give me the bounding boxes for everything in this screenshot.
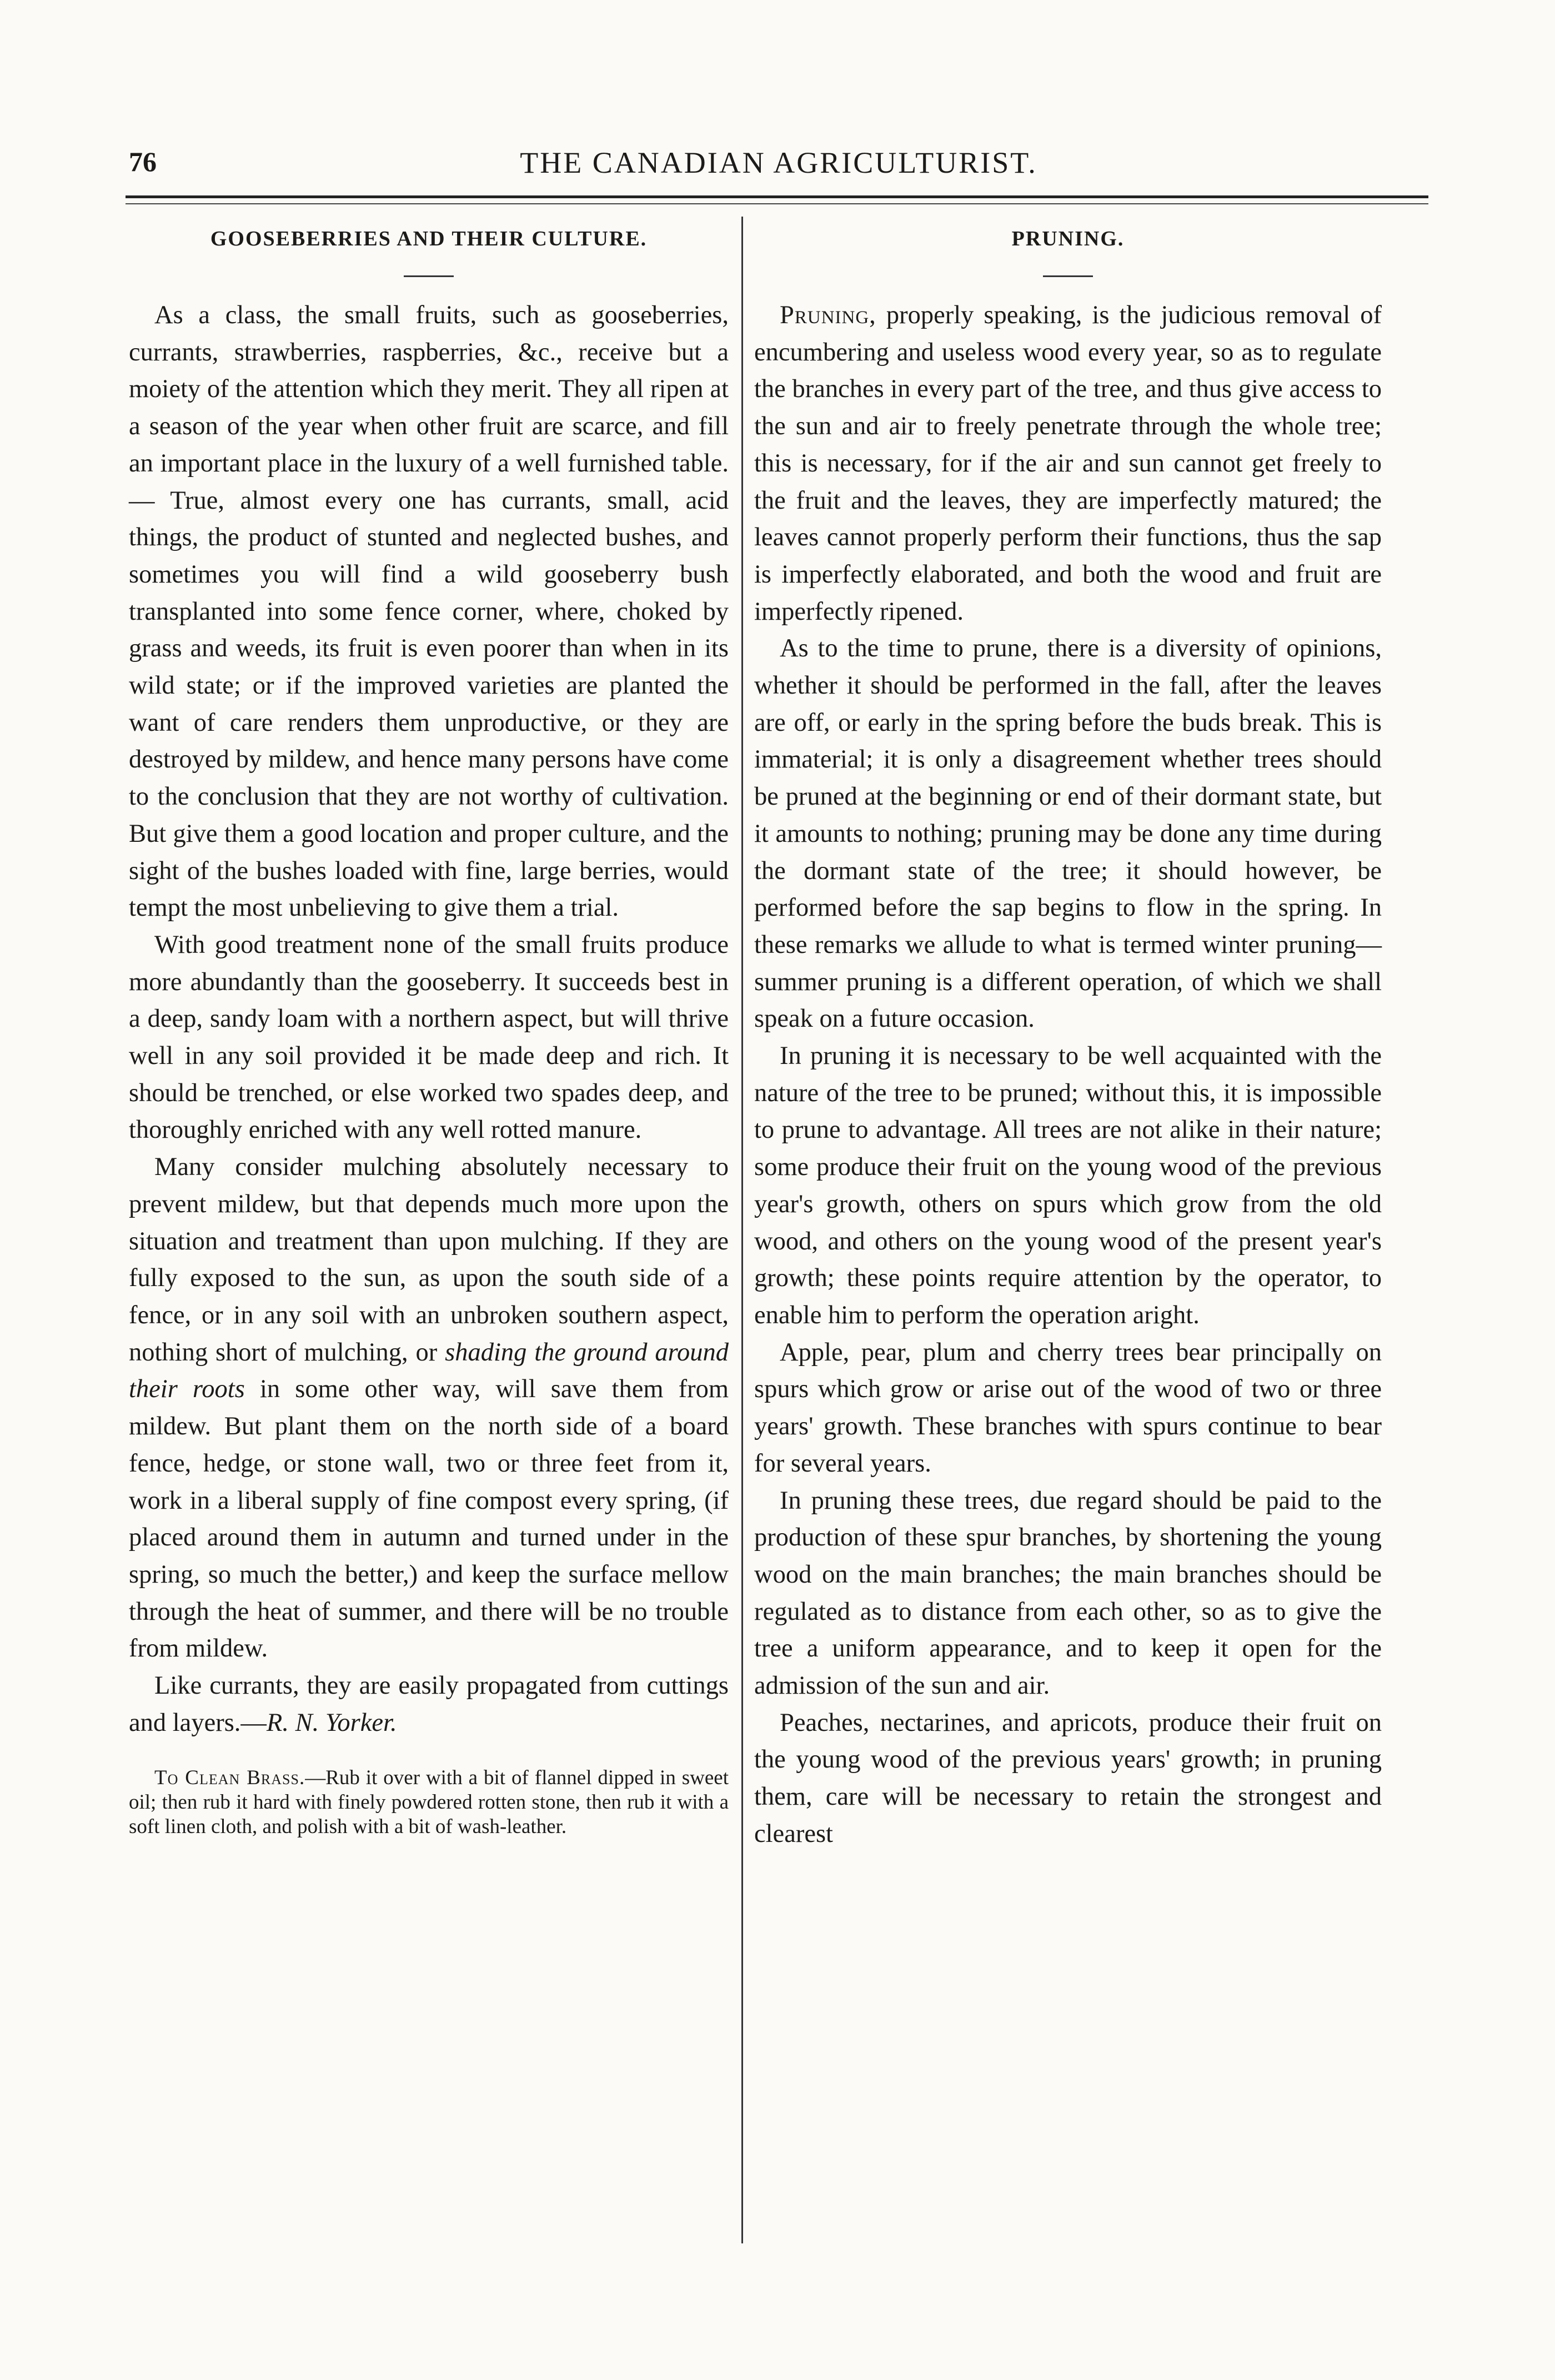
gooseberries-paragraph-1: As a class, the small fruits, such as gooseberries, currants, strawberries, raspberries, &c., receive but a moiety of the attention which they merit. They all ripen at a season of the year when other fruit are scarce, and fill an important place in the luxury of a well furnished table.— True, almost every one has currants, small, acid things, the product of stunted and neglected bushes, and sometimes you will find a wild gooseberry bush transplanted into some fence corner, where, choked by grass and weeds, its fruit is even poorer than when in its wild state; or if the improved varieties are planted the want of care renders them unproductive, or they are destroyed by mildew, and hence many persons have come to the conclusion that they are not worthy of cultivation. But give them a good location and proper culture, and the sight of the bushes loaded with fine, large berries, would tempt the most unbelieving to give them a trial. <box>129 301 729 922</box>
gooseberries-paragraph-4 <box>129 1668 729 1741</box>
pruning-paragraph-6: Peaches, nectarines, and apricots, produce their fruit on the young wood of the previous years' growth; in pruning them, care will be necessary to retain the strongest and clearest <box>754 1708 1382 1848</box>
italic-phrase: shading the ground around their roots <box>129 1338 729 1404</box>
page-number: 76 <box>129 146 157 177</box>
pruning-paragraph-2: As to the time to prune, there is a diversity of opinions, whether it should be performed in the fall, after the leaves are off, or early in the spring before the buds break. This is immaterial; it is only a disagreement whether trees should be pruned at the beginning or end of their dormant state, but it amounts to nothing; pruning may be done any time during the dormant state of the tree; it should however, be performed before the sap begins to flow in the spring. In these remarks we allude to what is termed winter pruning—summer pruning is a different operation, of which we shall speak on a future occasion. <box>754 634 1382 1033</box>
gooseberries-paragraph-2: With good treatment none of the small fruits produce more abundantly than the gooseberry. It succeeds best in a deep, sandy loam with a northern aspect, but will thrive well in any soil provided it be made deep and rich. It should be trenched, or else worked two spades deep, and thoroughly enriched with any well rotted manure. <box>129 930 729 1144</box>
journal-title: THE CANADIAN AGRICULTURIST. <box>520 146 1037 179</box>
title-rule <box>404 275 454 277</box>
pruning-paragraph-5: In pruning these trees, due regard should be paid to the production of these spur branches, by shortening the young wood on the main branches; the main branches should be regulated as to distance from each other, so as to give the tree a uniform appearance, and to keep it open for the admission of the sun and air. <box>754 1486 1382 1700</box>
propagation-text: Like currants, they are easily propagated from cuttings and layers.— <box>129 1671 729 1737</box>
left-column <box>129 222 729 1839</box>
title-rule <box>1043 275 1093 277</box>
column-divider <box>741 217 743 2243</box>
pruning-paragraph-1 <box>754 297 1382 630</box>
article-source: R. N. Yorker. <box>266 1708 397 1737</box>
pruning-lead-word: Pruning, <box>780 301 876 329</box>
running-head <box>129 145 1428 190</box>
pruning-paragraph-4: Apple, pear, plum and cherry trees bear principally on spurs which grow or arise out of the wood of two or three years' growth. These branches with spurs continue to bear for several years. <box>754 1338 1382 1478</box>
note-text: —Rub it over with a bit of flannel dipped in sweet oil; then rub it hard with finely powdered rotten stone, then rub it with a soft linen cloth, and polish with a bit of wash-leather. <box>129 1766 729 1839</box>
header-rule-thin <box>126 203 1428 204</box>
pruning-paragraph-1-text: properly speaking, is the judicious removal of encumbering and useless wood every year, so as to regulate the branches in every part of the tree, and thus give access to the sun and air to freely penetrate through the whole tree; this is necessary, for if the air and sun cannot get freely to the fruit and the leaves, they are imperfectly matured; the leaves cannot properly perform their functions, thus the sap is imperfectly elaborated, and both the wood and fruit are imperfectly ripened. <box>754 301 1382 626</box>
pruning-paragraph-3: In pruning it is necessary to be well acquainted with the nature of the tree to be pruned; without this, it is impossible to prune to advantage. All trees are not alike in their nature; some produce their fruit on the young wood of the previous year's growth, others on spurs which grow from the old wood, and others on the young wood of the present year's growth; these points require attention by the operator, to enable him to perform the operation aright. <box>754 1042 1382 1329</box>
gooseberries-article-title: GOOSEBERRIES AND THEIR CULTURE. <box>210 227 648 250</box>
gooseberries-paragraph-3 <box>129 1149 729 1668</box>
pruning-article-title: PRUNING. <box>1011 227 1125 250</box>
mulching-text: Many consider mulching absolutely necessary to prevent mildew, but that depends much more upon the situation and treatment than upon mulching. If they are fully exposed to the sun, as upon the south side of a fence, or in any soil with an unbroken southern aspect, nothing short of mulching, or <box>129 1153 729 1367</box>
right-column <box>754 222 1382 1853</box>
note-lead: To Clean Brass. <box>154 1766 305 1790</box>
mildew-text: in some other way, will save them from mildew. But plant them on the north side of a board fence, hedge, or stone wall, two or three feet from it, work in a liberal supply of fine compost every spring, (if placed around them in autumn and turned under in the spring, so much the better,) and keep the surface mellow through the heat of summer, and there will be no trouble from mildew. <box>129 1375 729 1663</box>
clean-brass-note <box>129 1766 729 1839</box>
header-rule <box>126 195 1428 198</box>
